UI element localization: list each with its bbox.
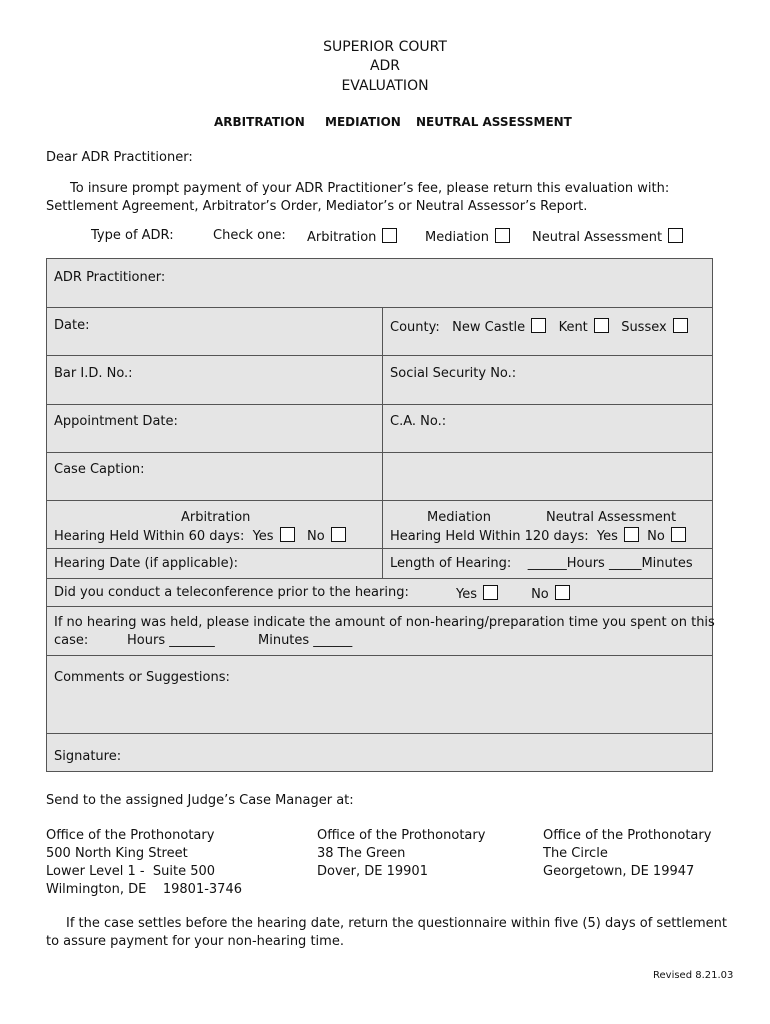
- county-sussex-label: Sussex: [621, 320, 667, 335]
- teleconf-no-checkbox[interactable]: [555, 585, 570, 600]
- row-divider: [47, 355, 712, 356]
- type-heading-arbitration: ARBITRATION: [214, 115, 305, 129]
- teleconf-no-label: No: [531, 587, 549, 602]
- office-line: Wilmington, DE 19801-3746: [46, 882, 242, 897]
- mediation-hearing-row: [390, 527, 686, 544]
- type-heading-neutral-assessment: NEUTRAL ASSESSMENT: [416, 115, 572, 129]
- arb-no-label: No: [307, 529, 325, 544]
- column-divider: [382, 307, 383, 578]
- arb-no-checkbox[interactable]: [331, 527, 346, 542]
- type-option-mediation: [425, 228, 510, 245]
- row-divider: [47, 606, 712, 607]
- comments-field[interactable]: Comments or Suggestions:: [54, 670, 230, 685]
- length-of-hearing-field[interactable]: [390, 556, 693, 571]
- sussex-checkbox[interactable]: [673, 318, 688, 333]
- length-hours: ______Hours: [527, 556, 605, 571]
- evaluation-title: EVALUATION: [341, 78, 429, 94]
- footer-note: If the case settles before the hearing date, return the questionnaire within five (5) days of settlement to assure payment for your non-hearing time.: [46, 916, 728, 949]
- bar-id-field[interactable]: Bar I.D. No.:: [54, 366, 133, 381]
- county-kent-label: Kent: [558, 320, 588, 335]
- signature-field[interactable]: Signature:: [54, 749, 122, 764]
- teleconference-label: Did you conduct a teleconference prior to the hearing:: [54, 585, 409, 600]
- row-divider: [47, 307, 712, 308]
- check-one-label: Check one:: [213, 228, 286, 243]
- office-georgetown: [543, 827, 711, 881]
- arbitration-hearing-row: [54, 527, 346, 544]
- type-option-arbitration: [307, 228, 397, 245]
- hearing-date-field[interactable]: Hearing Date (if applicable):: [54, 556, 239, 571]
- office-line: Office of the Prothonotary: [543, 828, 712, 843]
- office-line: Dover, DE 19901: [317, 864, 428, 879]
- kent-checkbox[interactable]: [594, 318, 609, 333]
- mediation-heading: Mediation: [427, 510, 491, 525]
- type-option-neutral: [532, 228, 683, 245]
- court-title: SUPERIOR COURT: [323, 39, 447, 55]
- med-yes-checkbox[interactable]: [624, 527, 639, 542]
- no-hearing-text: If no hearing was held, please indicate the amount of non-hearing/preparation time you spent on this: [54, 615, 715, 630]
- send-to-text: Send to the assigned Judge’s Case Manager at:: [46, 793, 354, 808]
- type-heading-mediation: MEDIATION: [325, 115, 401, 129]
- type-option-neutral-label: Neutral Assessment: [532, 230, 663, 245]
- no-hearing-hours[interactable]: Hours _______: [127, 633, 215, 648]
- office-line: Georgetown, DE 19947: [543, 864, 695, 879]
- revised-date: Revised 8.21.03: [653, 970, 734, 981]
- neutral-assessment-checkbox[interactable]: [668, 228, 683, 243]
- no-hearing-minutes[interactable]: Minutes ______: [258, 633, 353, 648]
- type-of-adr-label: Type of ADR:: [91, 228, 174, 243]
- date-field[interactable]: Date:: [54, 318, 90, 333]
- med-no-label: No: [647, 529, 665, 544]
- row-divider: [47, 548, 712, 549]
- office-dover: [317, 827, 485, 881]
- arbitration-checkbox[interactable]: [382, 228, 397, 243]
- length-minutes: _____Minutes: [608, 556, 693, 571]
- neutral-assessment-heading: Neutral Assessment: [546, 510, 677, 525]
- mediation-checkbox[interactable]: [495, 228, 510, 243]
- row-divider: [47, 404, 712, 405]
- case-caption-field[interactable]: Case Caption:: [54, 462, 145, 477]
- office-line: Lower Level 1 - Suite 500: [46, 864, 216, 879]
- intro-paragraph: To insure prompt payment of your ADR Practitioner’s fee, please return this evaluation with: Settlement Agreement, Arbitrator’s Order, Mediator’s or Neutral Assessor’s Report.: [46, 181, 670, 214]
- office-line: Office of the Prothonotary: [46, 828, 215, 843]
- office-line: The Circle: [543, 846, 608, 861]
- teleconf-yes-label: Yes: [456, 587, 477, 602]
- county-label: County:: [390, 320, 440, 335]
- row-divider: [47, 578, 712, 579]
- salutation: Dear ADR Practitioner:: [46, 150, 193, 165]
- adr-practitioner-field[interactable]: ADR Practitioner:: [54, 270, 166, 285]
- county-new-castle-label: New Castle: [452, 320, 526, 335]
- mediation-hearing-label: Hearing Held Within 120 days:: [390, 529, 589, 544]
- office-wilmington: [46, 827, 242, 899]
- office-line: 38 The Green: [317, 846, 406, 861]
- no-hearing-case-label: case:: [54, 633, 89, 648]
- med-no-checkbox[interactable]: [671, 527, 686, 542]
- row-divider: [47, 452, 712, 453]
- arb-yes-label: Yes: [252, 529, 274, 544]
- arbitration-heading: Arbitration: [181, 510, 251, 525]
- office-line: 500 North King Street: [46, 846, 188, 861]
- ca-no-field[interactable]: C.A. No.:: [390, 414, 447, 429]
- med-yes-label: Yes: [596, 529, 618, 544]
- length-of-hearing-label: Length of Hearing:: [390, 556, 512, 571]
- type-option-arbitration-label: Arbitration: [307, 230, 377, 245]
- type-option-mediation-label: Mediation: [425, 230, 489, 245]
- row-divider: [47, 655, 712, 656]
- row-divider: [47, 500, 712, 501]
- evaluation-form: [46, 258, 713, 772]
- arb-yes-checkbox[interactable]: [280, 527, 295, 542]
- row-divider: [47, 733, 712, 734]
- adr-title: ADR: [369, 58, 401, 74]
- teleconf-yes-checkbox[interactable]: [483, 585, 498, 600]
- teleconference-options: [456, 585, 570, 602]
- office-line: Office of the Prothonotary: [317, 828, 486, 843]
- new-castle-checkbox[interactable]: [531, 318, 546, 333]
- arbitration-hearing-label: Hearing Held Within 60 days:: [54, 529, 245, 544]
- county-field: [390, 318, 688, 335]
- ssn-field[interactable]: Social Security No.:: [390, 366, 517, 381]
- appointment-date-field[interactable]: Appointment Date:: [54, 414, 178, 429]
